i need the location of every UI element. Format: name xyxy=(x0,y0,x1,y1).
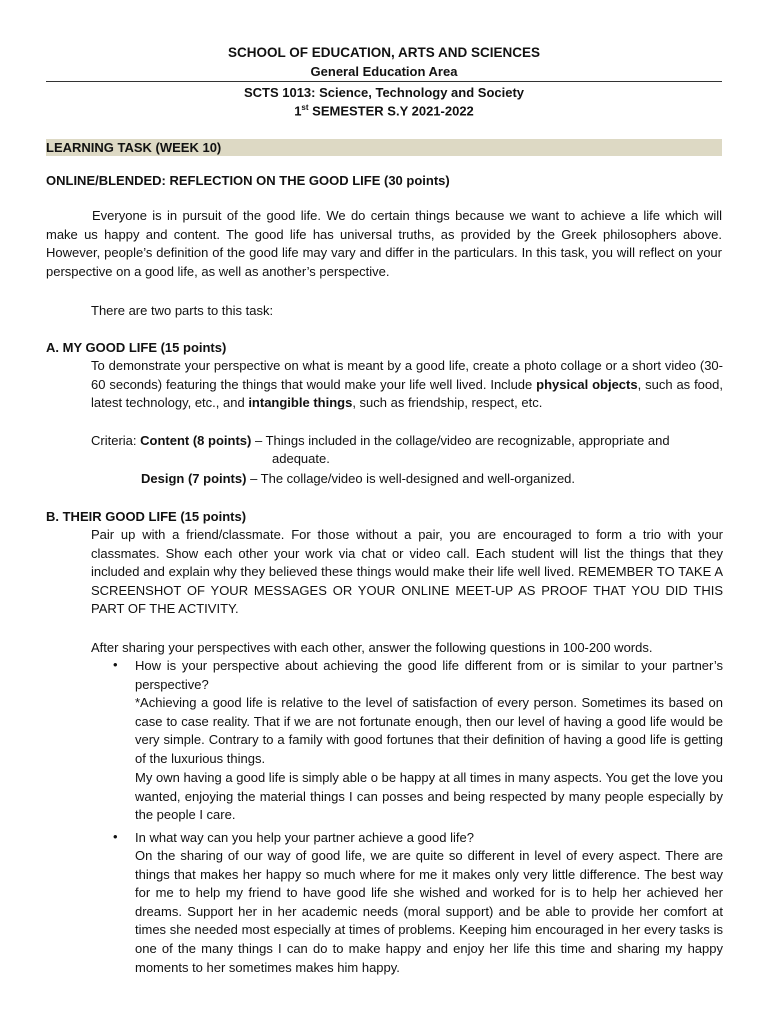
criteria-content-cont: adequate. xyxy=(272,451,330,466)
question-2: In what way can you help your partner achieve a good life? xyxy=(135,830,474,845)
part-b-text: Pair up with a friend/classmate. For those without a pair, you are encouraged to form a trio with your classmates. Show each other your work via chat or video call. Each student will list the things that they included and explain why they believed these things would make their life well lived. REMEMBER TO TAKE A SCREENSHOT OF YOUR MESSAGES OR YOUR ONLINE MEET-UP AS PROOF THAT YOU DID THIS PART OF THE ACTIVITY. xyxy=(91,527,723,617)
instructions-line: After sharing your perspectives with each other, answer the following questions in 100-200 words. xyxy=(91,640,653,655)
answer-1: *Achieving a good life is relative to the level of satisfaction of every person. Sometimes its based on case to case reality. That if we are not fortunate enough, then our level of having a good life would be very simple. Contrary to a family with good fortunes that their definition of having a good life is getting of the luxurious things. xyxy=(135,695,723,766)
area-name: General Education Area xyxy=(310,64,458,79)
question-1: How is your perspective about achieving the good life different from or is similar to your partner’s perspective? xyxy=(135,658,723,692)
learning-task-banner: LEARNING TASK (WEEK 10) xyxy=(46,139,722,156)
course-title: SCTS 1013: Science, Technology and Society xyxy=(243,85,525,100)
parts-line: There are two parts to this task: xyxy=(91,303,274,318)
part-a-heading: A. MY GOOD LIFE (15 points) xyxy=(46,340,227,355)
criteria-content: Criteria: Content (8 points) – Things included in the collage/video are recognizable, appropriate and xyxy=(91,433,670,448)
bullet-2: • xyxy=(113,829,118,844)
answer-2: On the sharing of our way of good life, we are quite so different in level of every aspect. There are things that makes her happy so much where for me it makes only very little difference. The best way for me to help my friend to have good life she wished and worked for is to help her achieved her dreams. Support her in her academic needs (moral support) and be able to provide her comfort at times she needed most especially at times of problems. Keeping him encouraged in her every tasks is one of the many things I can do to make happy and enjoy her life this time and sharing my happy moments to her sometimes makes him happy. xyxy=(135,848,723,975)
part-b-heading: B. THEIR GOOD LIFE (15 points) xyxy=(46,509,247,524)
school-name: SCHOOL OF EDUCATION, ARTS AND SCIENCES xyxy=(227,45,541,60)
task-title: ONLINE/BLENDED: REFLECTION ON THE GOOD LIFE (30 points) xyxy=(46,173,450,188)
bullet-1: • xyxy=(113,657,118,672)
header-divider xyxy=(46,81,722,82)
intro-paragraph: Everyone is in pursuit of the good life. We do certain things because we want to achieve a life which will make us happy and content. The good life has universal truths, as provided by the Greek philosophers above. However, people’s definition of the good life may vary and differ in the particulars. In this task, you will reflect on your perspective on a good life, as well as another’s perspective. xyxy=(46,208,722,279)
part-a-text: To demonstrate your perspective on what is meant by a good life, create a photo collage or a short video (30-60 seconds) featuring the things that would make your life well lived. Include physical objects, such as food, latest technology, etc., and intangible things, such as friendship, respect, etc. xyxy=(91,358,723,411)
answer-1b: My own having a good life is simply able o be happy at all times in many aspects. You get the love you wanted, enjoying the material things I can posses and being respected by many people especially by the people I care. xyxy=(135,770,723,823)
semester-line: 1st SEMESTER S.Y 2021-2022 xyxy=(294,103,474,119)
criteria-design: Design (7 points) – The collage/video is well-designed and well-organized. xyxy=(141,471,576,486)
